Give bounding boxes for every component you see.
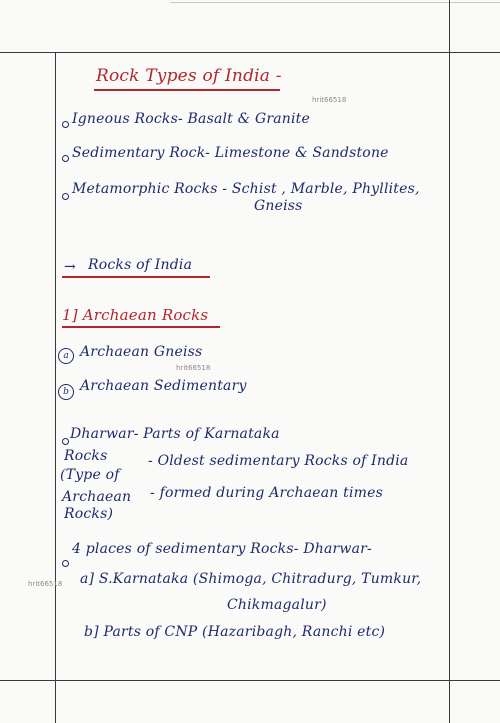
dharwar-type-of: (Type of xyxy=(60,467,120,483)
right-margin-line xyxy=(449,0,450,723)
watermark-1: hrit66518 xyxy=(312,96,347,104)
place-b: b] Parts of CNP (Hazaribagh, Ranchi etc) xyxy=(84,624,386,640)
watermark-2: hrit66518 xyxy=(176,364,211,372)
rocks-arrow: → xyxy=(64,259,76,275)
title-underline xyxy=(94,89,280,91)
bullet-dot xyxy=(62,438,69,445)
watermark-3: hrit66518 xyxy=(28,580,63,588)
dharwar-rocks-label: Rocks xyxy=(64,448,108,464)
bullet-dot xyxy=(62,155,69,162)
page-title: Rock Types of India - xyxy=(96,66,282,86)
sub-a-marker: a xyxy=(58,348,74,364)
bullet-igneous: Igneous Rocks- Basalt & Granite xyxy=(72,111,310,127)
archaean-gneiss: Archaean Gneiss xyxy=(80,344,203,360)
dharwar-rocks-close: Rocks) xyxy=(64,506,114,522)
dharwar-line: Dharwar- Parts of Karnataka xyxy=(70,426,280,442)
bottom-rule xyxy=(0,680,500,681)
place-a-cont: Chikmagalur) xyxy=(227,597,327,613)
places-heading: 4 places of sedimentary Rocks- Dharwar- xyxy=(72,541,372,557)
bullet-metamorphic: Metamorphic Rocks - Schist , Marble, Phyllites, xyxy=(72,181,420,197)
dharwar-oldest: - Oldest sedimentary Rocks of India xyxy=(148,453,409,469)
rocks-heading-underline xyxy=(62,276,210,278)
rocks-of-india-heading: Rocks of India xyxy=(88,257,193,273)
dharwar-archaean: Archaean xyxy=(62,489,132,505)
top-edge xyxy=(170,2,500,3)
bullet-dot xyxy=(62,193,69,200)
bullet-metamorphic-cont: Gneiss xyxy=(254,198,303,214)
dharwar-formed: - formed during Archaean times xyxy=(150,485,383,501)
sub-b-marker: b xyxy=(58,384,74,400)
top-rule xyxy=(0,52,500,53)
section-archaean-heading: 1] Archaean Rocks xyxy=(62,306,209,324)
bullet-sedimentary: Sedimentary Rock- Limestone & Sandstone xyxy=(72,145,389,161)
section-underline xyxy=(62,326,220,328)
archaean-sedimentary: Archaean Sedimentary xyxy=(80,378,247,394)
bullet-dot xyxy=(62,560,69,567)
place-a: a] S.Karnataka (Shimoga, Chitradurg, Tumkur, xyxy=(80,571,422,587)
bullet-dot xyxy=(62,121,69,128)
left-margin-line xyxy=(55,52,56,723)
